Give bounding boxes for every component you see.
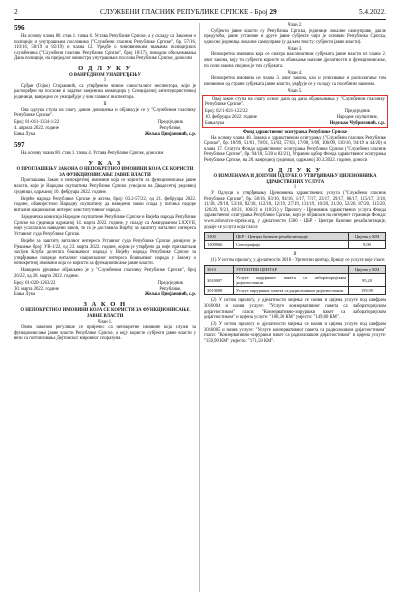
roman-numeral: I — [294, 185, 296, 191]
fund-title: Фонд здравственог осигурања Републике Српске — [242, 130, 348, 136]
roman-numeral: II — [293, 252, 297, 258]
paragraph: Заједничка комисија Народне скупштине Републике Српске и Вијећа народа Републике Српске на сједници одржаној 14. марта 2022. године, у складу са Амандманом LXXVII, није усагласила наведени закон, те га је доставила Вијећу за заштиту виталног интереса Уставног суда Републике Српске. — [14, 215, 196, 237]
table-header-row: 1500 ЦБР - Центри базичне рехабилитације Цијена у КМ — [205, 233, 386, 241]
page-number: 2 — [14, 7, 18, 16]
paragraph: Овим законом регулише се пријенос са непокретне имовине која служи за функционисање јавне власти Републике Српске, а коју користе субјекти јавне власти у вези са потписивања Дејтонског мировног споразума. — [14, 325, 196, 342]
table-header-row: 3010 УРГЕНТНИ ЦЕНТАР Цијена у КМ — [205, 266, 386, 274]
page-header — [14, 5, 386, 18]
table-row: 1500066 Сонографија 9,00 — [205, 241, 386, 249]
act-number-597: 597 — [14, 141, 25, 150]
odluka-subtitle: О ВАНРЕДНОМ УНАПРЕЂЕЊУ — [69, 72, 141, 78]
paragraph: Срђан (Гојко) Стојаковић, са утврђеним чином самосталног инспектора, који је распоређен на пословe и задатке замјеника командира у Специјалној антитерористичкој јединици, ванредно се унапређује у чин главног инспектора. — [14, 83, 196, 100]
roman-numeral: I — [104, 78, 106, 84]
article-heading: Члан 3. — [287, 46, 303, 52]
paragraph: (1) У истом прилогу, у дјелатности 3010 - Ургентни центар, бришу се услуге које гласе: — [211, 257, 386, 263]
signature-block: Број: 02/1-021-122/22 10. фебруара 2022. године Бањалука Предсједник Народне скупштине, Недељко Чубриловић, с.р. — [205, 109, 385, 126]
price-table-1500 — [204, 232, 386, 249]
right-column — [204, 23, 386, 346]
paragraph: (3) У истом прилогу и дјелатности мијења се назив и цијена услуге под шифром 3010005 и назив услуге: "Услуге конзервативног пакета са радиолошком дијагностиком" гласи: "Конзервативно-хируршки пакет са радиолошком дијагностиком" и цијена услуге: "159,90 КМ" умјесто: "171,50 КМ". — [204, 322, 386, 345]
article-heading: Члан 2. — [287, 23, 303, 28]
paragraph: Овај закон ступа на снагу осмог дана од дана објављивања у "Службеном гласнику Републике Српске". — [205, 96, 385, 108]
paragraph: Вијеће за заштиту виталног интереса Уставног суда Републике Српске донијело је Рјешење број: УВ-1/22, од 23. марта 2022. године, којим је утврђено да није прихватљив захтјев Клуба делегата бошњачког народа у Вијећу народа Републике Српске за утврђивање повреде виталног националног интереса бошњачког народа у Закону о непокретној имовини која се користи за функционисање јавне власти. — [14, 238, 196, 267]
paragraph: (2) У истом прилогу, у дјелатности мијења се назив и цијена услуге под шифром 3010004 и назив услуге: "Услуге конзервативног пакета са лабораторијском дијагностиком" гласи: "Конзервативно-хируршки пакет са лабораторијском дијагностиком" и цијена услуге: "108,30 КМ" умјесто: "149,00 КМ". — [204, 298, 386, 321]
paragraph: Ова одлука ступа на снагу даном доношења и објављује се у "Службеном гласнику Републике Српске". — [14, 107, 196, 119]
article-heading: Члан 1. — [97, 319, 113, 325]
odluka-subtitle: О ИЗМЈЕНАМА И ДОПУНИ ОДЛУКЕ О УТВРЂИВАЊУ ЦИЈЕНОВНИКА ЗДРАВСТВЕНИХ УСЛУГА — [213, 174, 377, 185]
table-row: 3010008 Услуге хируршког пакета са радиолошком дијагностиком 159,90 — [205, 287, 386, 295]
zakon-title: З А К О Н — [83, 300, 127, 308]
signature-block: Број: 01-011-1334-1/22 4. априла 2022. године Бања Лука Предсједник Републике, Жељка Цвијановић, с.р. — [14, 120, 196, 137]
ukaz-subtitle: О ПРОГЛАШЕЊУ ЗАКОНА О НЕПОКРЕТНОЈ ИМОВИНИ КОЈА СЕ КОРИСТИ ЗА ФУНКЦИОНИСАЊЕ ЈАВНЕ ВЛАСТИ — [16, 167, 194, 178]
roman-numeral: II — [103, 102, 107, 108]
paragraph: Субјекти јавне власти су Република Српска, јединице локалне самоуправе, дакле предузећа, јавне установе и друге јавне субјекте чији је оснивач Република Српска, односно јединица локалне самоуправе (у даљем тексту: субјекти јавне власти). — [204, 28, 386, 45]
article-heading: Члан 4. — [287, 70, 303, 76]
paragraph: У Одлуци о утврђивању Цјеновника здравствених услуга ("Службени гласник Републике Српске", бр. 58/16, 83/16, 94/16, 1/17, 7/17, 23/17, 29/17, 86/17, 115/17, 3/18, 11/18, 29/18, 53/18, 82/18, 112/18, 12/19, 27/19, 111/19, 10/20, 21/20, 52/20, 87/20, 115/20, 126/20, 9/21, 40/21, 106/21 и 118/21) у Прилогу - Цјеновник здравствених услуга Фонда здравственог осигурања Републике Српске, који је објављен на интернет страници Фонда: www.zdravstvo-srpske.org, у дјелатности 1500 - ЦБР - Центри базичне рехабилитације, додаје се услуга која гласи: — [204, 191, 386, 230]
paragraph: Непокретна имовина из члана 3. овог закона, као и уписивање и располагање том имовином од стране субјеката јавне власти, уврђује се у складу са посебним законом. — [204, 76, 386, 87]
table-row: 3010007 Услуге хируршког пакета са лабораторијским дијагностиком 95,20 — [205, 274, 386, 287]
paragraph: На основу члана 80. став 1. тачка 6. Устава Републике Српске, а у складу са Законом о полицији и унутрашњим пословима ("Службени гласник Републике Српске", бр. 57/16, 110/16, 58/19 и 82/19) и чланa 12. Уредбе о чиновничким звањима полицијских службеника ("Службени гласник Републике Српске", број 18/17), поводом обиљежавања Дана полиције, на приједлог министра унутрашњих послова Републике Српске, доносим — [14, 34, 196, 62]
act-number-596: 596 — [14, 24, 25, 32]
highlight-box — [202, 95, 388, 128]
odluka-title: О Д Л У К У — [78, 64, 132, 72]
odluka-title: О Д Л У К У — [268, 166, 322, 174]
zakon-subtitle: О НЕПОКРЕТНОЈ ИМОВИНИ КОЈА СЕ КОРИСТИ ЗА ФУНКЦИОНИСАЊЕ ЈАВНЕ ВЛАСТИ — [20, 308, 190, 320]
paragraph: На основу члана 48. Закона о здравственом осигурању ("Службени гласник Републике Српске", бр. 18/99, 51/01, 70/01, 51/03, 57/03, 17/08, 1/09, 106/09, 110/16, 94/19 и 44/20) и члана 17. Статута Фонда здравственог осигурања Републике Српске ("Службени гласник Републике Српске", бр. 94/18, 5/20 и 82/21), Управни одбор Фонда здравственог осигурања Републике Српске, на 28. ванредној сједници, одржаној 30.3.2022. године, доноси — [204, 135, 386, 164]
price-table-3010 — [204, 265, 386, 295]
paragraph: Непокретна имовина која се сматра власништвом субјеката јавне власти из члана 2. овог закона, коју ти субјекти користе за обављање њихове дјелатности и функционисање, по сили закона својина је тих субјеката. — [204, 52, 386, 69]
ukaz-title: У К А З — [88, 159, 122, 167]
paragraph: Наведено рјешење објављено је у "Службеном гласнику Републике Српске", број 26/22, од 28. марта 2022. године. — [14, 268, 196, 279]
column-separator — [199, 23, 200, 592]
journal-title: СЛУЖБЕНИ ГЛАСНИК РЕПУБЛИКЕ СРПСКЕ - Број 29 — [99, 7, 277, 16]
signature-block: Број: 01-020-1263/22 30. марта 2022. године Бања Лука Предсједник Републике, Жељка Цвијановић, с.р. — [14, 281, 196, 298]
paragraph: На основу члана 80. став 1. тачка 4. Устава Републике Српске, доносим — [21, 151, 164, 157]
paragraph: Вијеће народа Републике Српске је актом, број: 03.2-57/22, од 21. фебруара 2022. године, обавијестило Народну скупштину да наведени закон спада у питања подоре витални национални интерес конститутивног народа. — [14, 196, 196, 213]
left-column — [14, 23, 196, 344]
issue-number: 29 — [269, 7, 277, 16]
issue-date: 5.4.2022. — [359, 7, 386, 16]
article-heading: Члан 5. — [287, 89, 303, 95]
paragraph: Проглашава Закон о непокретној имовини која се користи за функционисање јавне власти, који је Народна скупштина Републике Српске усвојила на Двадесетој редовној сједници, одржаној 10. фебруара 2022. године. — [14, 178, 196, 195]
header-rule — [14, 19, 386, 20]
